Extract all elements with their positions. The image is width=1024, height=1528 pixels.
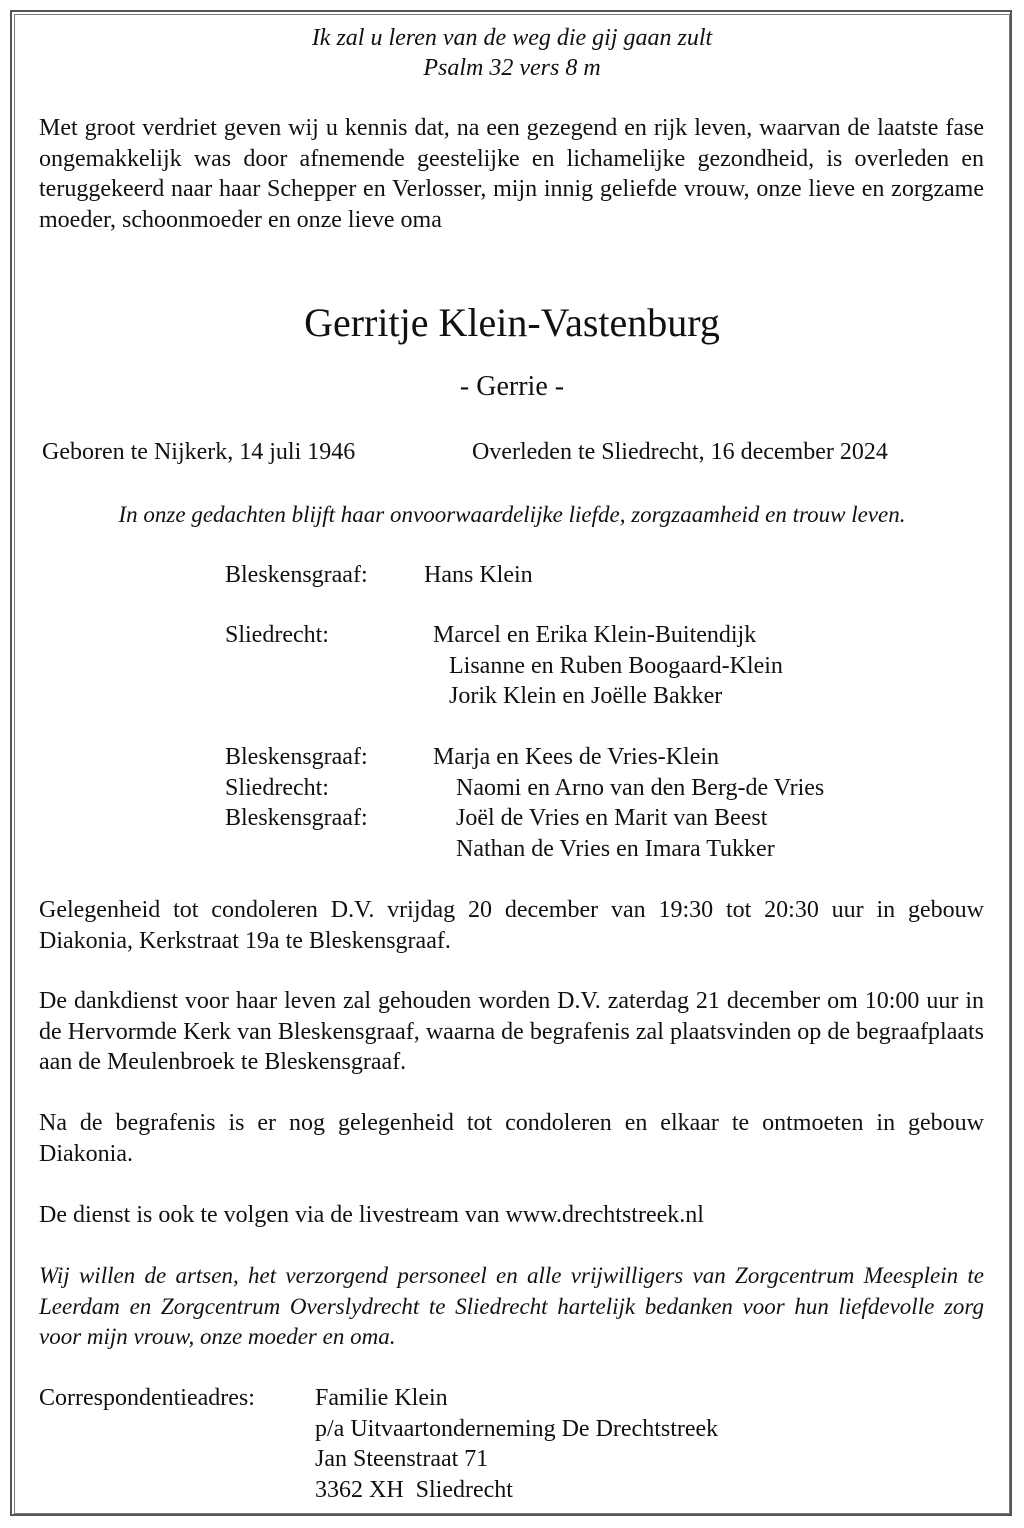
correspondence-label: Correspondentieadres: — [39, 1385, 255, 1411]
family-names: Marja en Kees de Vries-Klein — [433, 744, 720, 770]
motto-line-1: Ik zal u leren van de weg die gij gaan zult — [311, 25, 713, 51]
livestream-line: De dienst is ook te volgen via de livestream van www.drechtstreek.nl — [39, 1202, 704, 1228]
family-place: Bleskensgraaf: — [225, 562, 368, 588]
family-names: Joël de Vries en Marit van Beest — [456, 805, 768, 831]
family-names: Naomi en Arno van den Berg-de Vries — [456, 775, 825, 801]
family-names: Nathan de Vries en Imara Tukker — [456, 836, 775, 862]
remembrance-line: In onze gedachten blijft haar onvoorwaardelijke liefde, zorgzaamheid en trouw leven. — [118, 502, 906, 527]
correspondence-line: Familie Klein — [315, 1385, 448, 1411]
family-place: Sliedrecht: — [225, 622, 329, 648]
family-names: Lisanne en Ruben Boogaard-Klein — [449, 653, 783, 679]
family-names: Jorik Klein en Joëlle Bakker — [449, 683, 723, 709]
motto-line-2: Psalm 32 vers 8 m — [423, 55, 601, 81]
family-names: Hans Klein — [424, 562, 533, 588]
after-funeral-paragraph: Na de begrafenis is er nog gelegenheid tot condoleren en elkaar te ontmoeten in gebouw Diakonia. — [39, 1110, 984, 1167]
correspondence-line: 3362 XH Sliedrecht — [315, 1477, 513, 1503]
deceased-nickname: - Gerrie - — [459, 371, 565, 402]
correspondence-line: Jan Steenstraat 71 — [315, 1446, 489, 1472]
birth-info: Geboren te Nijkerk, 14 juli 1946 — [42, 439, 356, 465]
condolence-paragraph: Gelegenheid tot condoleren D.V. vrijdag 20 december van 19:30 tot 20:30 uur in gebouw Diakonia, Kerkstraat 19a te Bleskensgraaf. — [39, 897, 984, 954]
service-paragraph: De dankdienst voor haar leven zal gehouden worden D.V. zaterdag 21 december om 10:00 uur in de Hervormde Kerk van Bleskensgraaf, waarna de begrafenis zal plaatsvinden op de begraafplaats aan de Meulenbroek te Bleskensgraaf. — [39, 988, 984, 1075]
family-place: Sliedrecht: — [225, 775, 329, 801]
family-place: Bleskensgraaf: — [225, 805, 368, 831]
thanks-paragraph: Wij willen de artsen, het verzorgend personeel en alle vrijwilligers van Zorgcentrum Meesplein te Leerdam en Zorgcentrum Overslydrecht te Sliedrecht hartelijk bedanken voor hun liefdevolle zorg voor mijn vrouw, onze moeder en oma. — [39, 1263, 984, 1349]
correspondence-line: p/a Uitvaartonderneming De Drechtstreek — [315, 1416, 719, 1442]
family-names: Marcel en Erika Klein-Buitendijk — [433, 622, 757, 648]
intro-paragraph: Met groot verdriet geven wij u kennis dat, na een gezegend en rijk leven, waarvan de laatste fase ongemakkelijk was door afnemende geestelijke en lichamelijke gezondheid, is overleden en teruggekeerd naar haar Schepper en Verlosser, mijn innig geliefde vrouw, onze lieve en zorgzame moeder, schoonmoeder en onze lieve oma — [39, 115, 984, 233]
death-info: Overleden te Sliedrecht, 16 december 2024 — [472, 439, 888, 465]
deceased-name: Gerritje Klein-Vastenburg — [304, 300, 720, 345]
family-place: Bleskensgraaf: — [225, 744, 368, 770]
